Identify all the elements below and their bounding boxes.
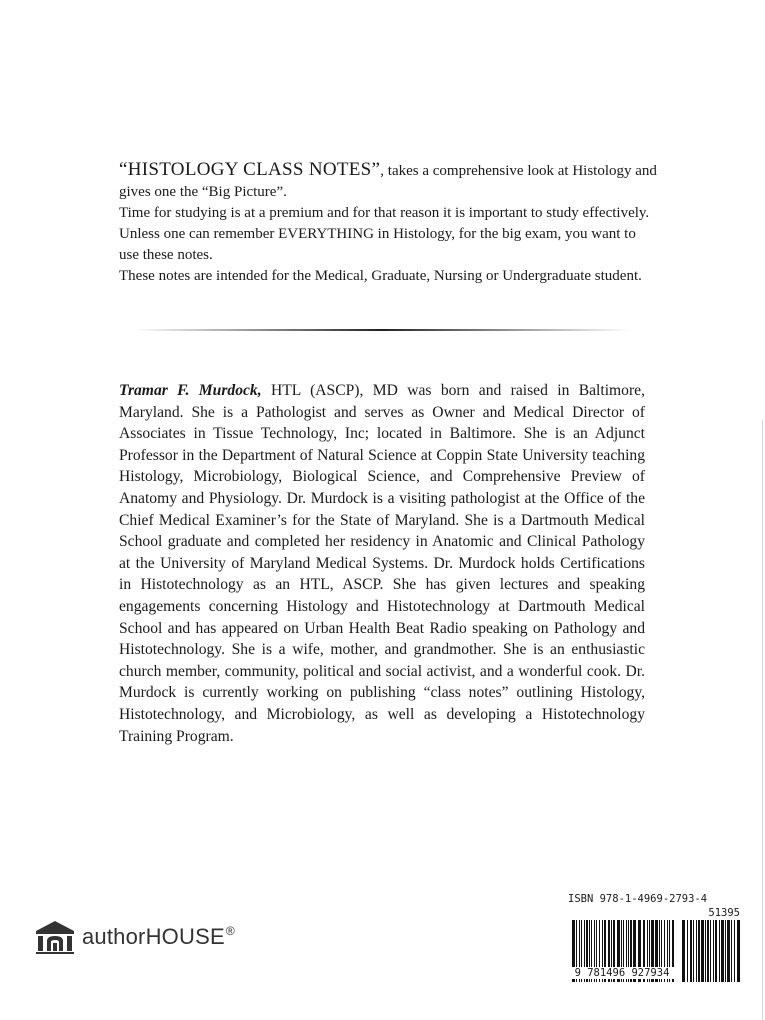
barcode-bar — [693, 920, 694, 982]
publisher-name — [82, 924, 235, 950]
author-bio-text: HTL (ASCP), MD was born and raised in Baltimore, Maryland. She is a Pathologist and serves as Owner and Medical Director of Associates in Tissue Technology, Inc; located in Baltimore. She is an Adjunct Professor in the Department of Natural Science at Coppin State University teaching Histology, Microbiology, Biological Science, and Comprehensive Preview of Anatomy and Physiology. Dr. Murdock is a visiting pathologist at the Office of the Chief Medical Examiner’s for the State of Maryland. She is a Dartmouth Medical School graduate and completed her residency in Anatomic and Clinical Pathology at the University of Maryland Medical Systems. Dr. Murdock holds Certifications in Histotechnology as an HTL, ASCP. She has given lectures and speaking engagements concerning Histology and Histotechnology at Dartmouth Medical School and has appeared on Urban Health Beat Radio speaking on Pathology and Histotechnology. She is a wife, mother, and grandmother. She is an enthusiastic church member, community, political and social activist, and a wonderful cook. Dr. Murdock is currently working on publishing “class notes” outlining Histology, Histotechnology, and Microbiology, as well as developing a Histotechnology Training Program. — [119, 382, 645, 745]
barcode-bar — [682, 920, 685, 982]
author-bio-paragraph — [119, 380, 645, 747]
barcode-bar — [731, 920, 732, 982]
author-bio — [119, 380, 645, 747]
publisher-building-icon — [34, 919, 76, 955]
section-divider — [134, 329, 630, 331]
author-name: Tramar F. Murdock, — [119, 382, 262, 399]
barcode-bar — [707, 920, 709, 982]
barcode-bar — [727, 920, 730, 982]
publisher-name-lower: author — [82, 924, 146, 949]
intro-line-3: Unless one can remember EVERYTHING in Histology, for the big exam, you want to use these notes. — [119, 226, 636, 263]
price-code: 51395 — [708, 907, 740, 919]
barcode-bar — [696, 920, 697, 982]
barcode-bar — [721, 920, 724, 982]
barcode-bar — [737, 920, 740, 982]
isbn-barcode — [566, 893, 742, 993]
barcode-bar — [713, 920, 714, 982]
barcode-addon-bars — [682, 920, 740, 982]
intro-line-2: Time for studying is at a premium and for that reason it is important to study effectively. — [119, 205, 650, 221]
barcode-bar — [698, 920, 700, 982]
barcode-bar — [734, 920, 735, 982]
barcode-bar — [710, 920, 711, 982]
intro-line-4: These notes are intended for the Medical, Graduate, Nursing or Undergraduate student. — [119, 268, 642, 284]
ean-number: 9 781496 927934 — [566, 967, 678, 979]
intro-block — [119, 159, 659, 287]
barcode-bar — [725, 920, 726, 982]
publisher-name-upper: HOUSE — [145, 924, 225, 949]
barcode-bar — [701, 920, 704, 982]
intro-line-1-text: , takes a comprehensive look at Histology and gives one the “Big Picture”. — [119, 163, 657, 200]
publisher-logo — [34, 919, 235, 955]
page-edge-line — [762, 420, 763, 1020]
registered-mark: ® — [225, 924, 235, 938]
intro-line-1 — [119, 159, 659, 203]
book-title: “HISTOLOGY CLASS NOTES” — [119, 159, 381, 180]
barcode-bar — [687, 920, 688, 982]
barcode-bar — [715, 920, 717, 982]
barcode-bar — [690, 920, 692, 982]
barcode-bar — [719, 920, 720, 982]
isbn-number: ISBN 978-1-4969-2793-4 — [568, 893, 708, 905]
barcode-bar — [705, 920, 706, 982]
